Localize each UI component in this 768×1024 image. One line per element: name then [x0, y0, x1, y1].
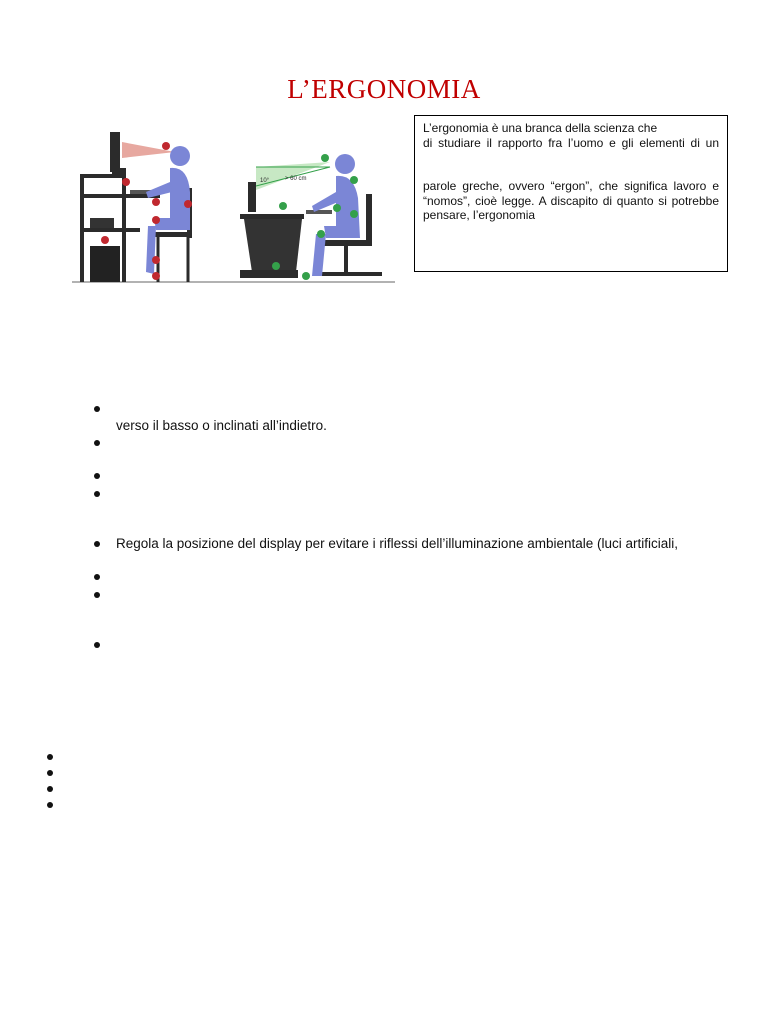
intro-text-box [414, 115, 728, 272]
list-bullet [94, 440, 100, 446]
list-bullet [94, 574, 100, 580]
distance-label: > 60 cm [285, 176, 307, 182]
list-bullet [94, 642, 100, 648]
intro-line-2: di studiare il rapporto fra l’uomo e gli elementi di un [423, 135, 719, 150]
list-bullet [47, 802, 53, 808]
angle-label: 10° [260, 178, 270, 184]
list-bullet [94, 491, 100, 497]
list-bullet [94, 592, 100, 598]
intro-line-5: pensare, l’ergonomia [423, 208, 536, 222]
wrong-posture-scene [80, 132, 192, 282]
list-bullet [94, 406, 100, 412]
list-bullet [47, 786, 53, 792]
intro-line-3: parole greche, ovvero “ergon”, che significa lavoro e [423, 179, 719, 193]
list-item-text: verso il basso o inclinati all’indietro. [116, 418, 327, 433]
list-bullet [94, 541, 100, 547]
page-title: L’ERGONOMIA [287, 74, 481, 104]
list-item-text: Regola la posizione del display per evitare i riflessi dell’illuminazione ambientale (luci artificiali, [116, 536, 679, 551]
ergonomics-illustration [70, 122, 400, 288]
list-bullet [47, 770, 53, 776]
correct-posture-scene [240, 154, 382, 280]
intro-line-1: L’ergonomia è una branca della scienza che [423, 121, 658, 135]
list-bullet [94, 473, 100, 479]
list-bullet [47, 754, 53, 760]
intro-line-4: “nomos”, cioè legge. A discapito di quanto si potrebbe [423, 193, 719, 208]
